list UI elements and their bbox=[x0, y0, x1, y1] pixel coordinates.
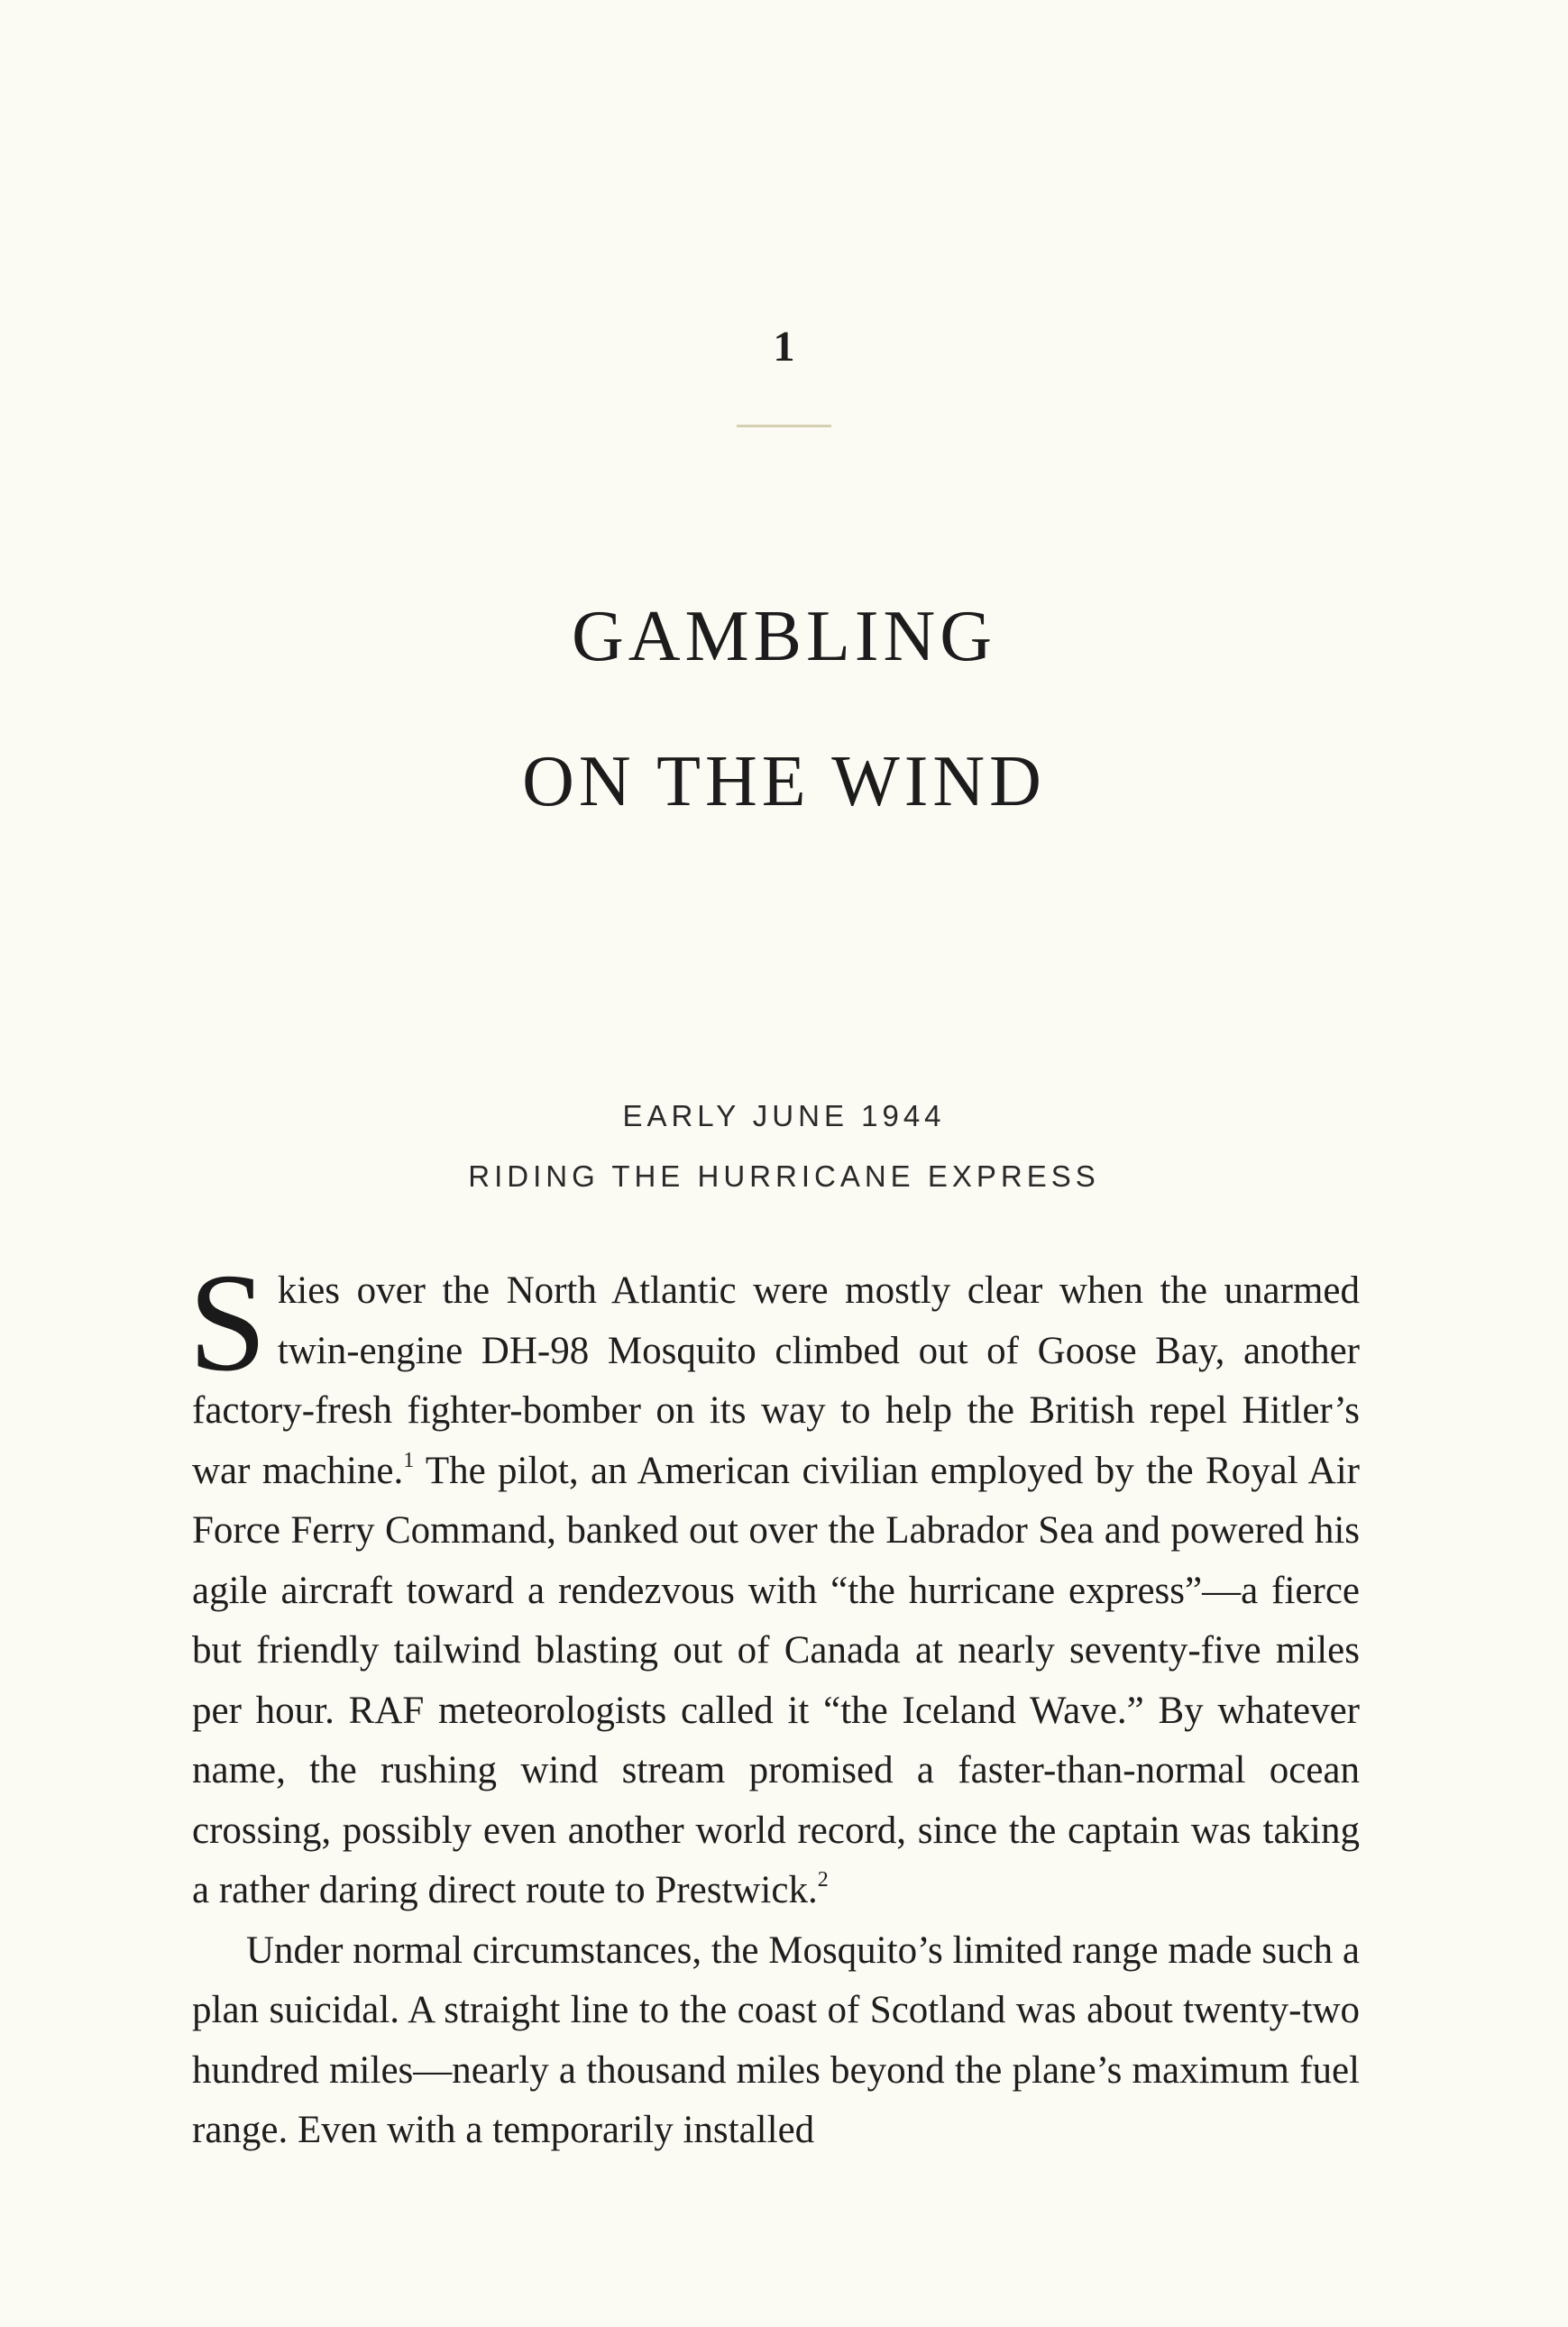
footnote-marker[interactable]: 2 bbox=[817, 1868, 829, 1892]
drop-cap: S bbox=[188, 1244, 267, 1400]
section-subtitle: RIDING THE HURRICANE EXPRESS bbox=[468, 1159, 1100, 1193]
body-text bbox=[188, 1244, 1360, 2161]
chapter-title-line-2: ON THE WIND bbox=[522, 741, 1046, 821]
chapter-title-line-1: GAMBLING bbox=[571, 596, 997, 676]
section-date: EARLY JUNE 1944 bbox=[622, 1099, 946, 1132]
paragraph-text: Under normal circumstances, the Mosquito’s limited range made such a plan suicidal. A straight line to the coast of Scotland was about twenty-two hundred miles—nearly a thousand miles beyond the plane’s maximum fuel range. Even with a temporarily installed bbox=[192, 1928, 1360, 2151]
footnote-marker[interactable]: 1 bbox=[403, 1448, 415, 1472]
section-heading bbox=[0, 1086, 1568, 1206]
chapter-title bbox=[0, 564, 1568, 855]
paragraph bbox=[188, 1244, 1360, 1921]
paragraph-text: kies over the North Atlantic were mostly clear when the unarmed twin-engine DH-98 Mosquito climbed out of Goose Bay, another factory-fresh fighter-bomber on its way to help the British repel Hitler’s war machine. bbox=[192, 1269, 1360, 1492]
chapter-divider bbox=[737, 425, 831, 427]
chapter-number: 1 bbox=[773, 323, 795, 371]
paragraph bbox=[192, 1921, 1360, 2161]
paragraph-text: The pilot, an American civilian employed by the Royal Air Force Ferry Command, banked out over the Labrador Sea and powered his agile aircraft toward a rendezvous with “the hurricane express”—a fierce but friendly tailwind blasting out of Canada at nearly seventy-five miles per hour. RAF meteorologists called it “the Iceland Wave.” By whatever name, the rushing wind stream promised a faster-than-normal ocean crossing, possibly even another world record, since the captain was taking a rather daring direct route to Prestwick. bbox=[192, 1449, 1360, 1911]
